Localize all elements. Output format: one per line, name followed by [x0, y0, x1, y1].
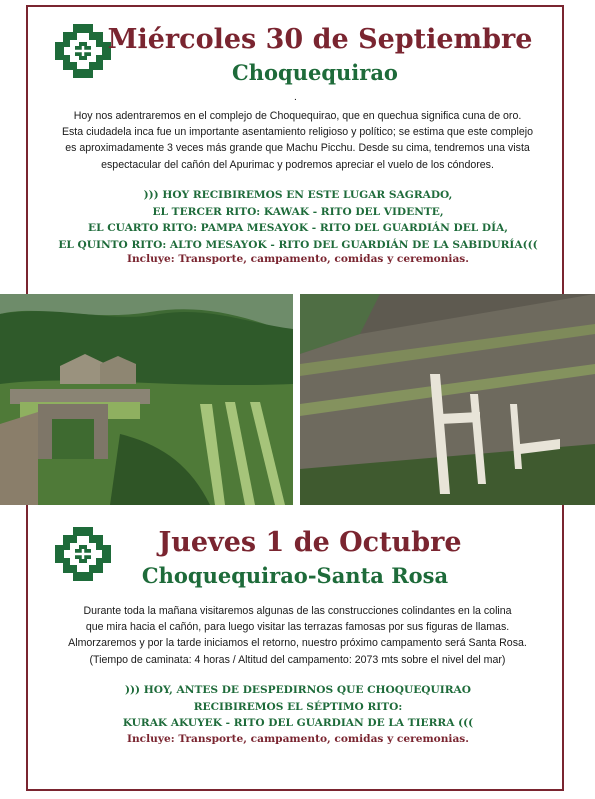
description-line: Esta ciudadela inca fue un importante asentamiento religioso y político; se estima que este complejo: [61, 126, 534, 139]
day2-incluye: Incluye: Transporte, campamento, comidas y ceremonias.: [127, 733, 469, 745]
rites-line: ))) HOY RECIBIREMOS EN ESTE LUGAR SAGRADO,: [143, 189, 453, 201]
description-line: que mira hacia el cañón, para luego visitar las terrazas famosas por sus figuras de llamas.: [85, 621, 510, 634]
llama-terraces-wall-photo: [300, 294, 595, 505]
rites-line: EL CUARTO RITO: PAMPA MESAYOK - RITO DEL GUARDIÁN DEL DÍA,: [88, 222, 508, 234]
choquequirao-ruins-photo: [0, 294, 293, 505]
description-line: Durante toda la mañana visitaremos algunas de las construcciones colindantes en la colina: [83, 605, 512, 617]
description-line: Hoy nos adentraremos en el complejo de Choquequirao, que en quechua significa cuna de oro.: [73, 110, 522, 122]
rites-line: KURAK AKUYEK - RITO DEL GUARDIAN DE LA TIERRA (((: [122, 717, 474, 729]
rites-line: EL QUINTO RITO: ALTO MESAYOK - RITO DEL GUARDIÁN DE LA SABIDURÍA(((: [58, 238, 538, 251]
day2-subtitle: Choquequirao-Santa Rosa: [141, 563, 449, 588]
day1-rites: [36, 187, 560, 253]
day1-title: Miércoles 30 de Septiembre: [107, 24, 533, 55]
description-line: Almorzaremos y por la tarde iniciamos el retorno, nuestro próximo campamento será Santa Rosa.: [68, 637, 527, 650]
day2-rites: [36, 682, 560, 732]
rites-line: RECIBIREMOS EL SÉPTIMO RITO:: [193, 700, 403, 713]
day2-title: Jueves 1 de Octubre: [158, 527, 462, 558]
rites-line: EL TERCER RITO: KAWAK - RITO DEL VIDENTE,: [152, 205, 444, 218]
rites-line: ))) HOY, ANTES DE DESPEDIRNOS QUE CHOQUEQUIRAO: [125, 684, 471, 696]
day1-description: [40, 108, 555, 173]
day2-description: [40, 603, 555, 668]
description-line: (Tiempo de caminata: 4 horas / Altitud del campamento: 2073 mts sobre el nivel del mar): [89, 653, 506, 666]
description-line: espectacular del cañón del Apurimac y podremos apreciar el vuelo de los cóndores.: [101, 158, 494, 171]
day1-incluye: Incluye: Transporte, campamento, comidas y ceremonias.: [127, 253, 469, 265]
day1-dot: .: [294, 92, 297, 103]
day1-subtitle: Choquequirao: [232, 60, 398, 85]
description-line: es aproximadamente 3 veces más grande que Machu Picchu. Desde su cima, tendremos una vista: [65, 142, 530, 155]
